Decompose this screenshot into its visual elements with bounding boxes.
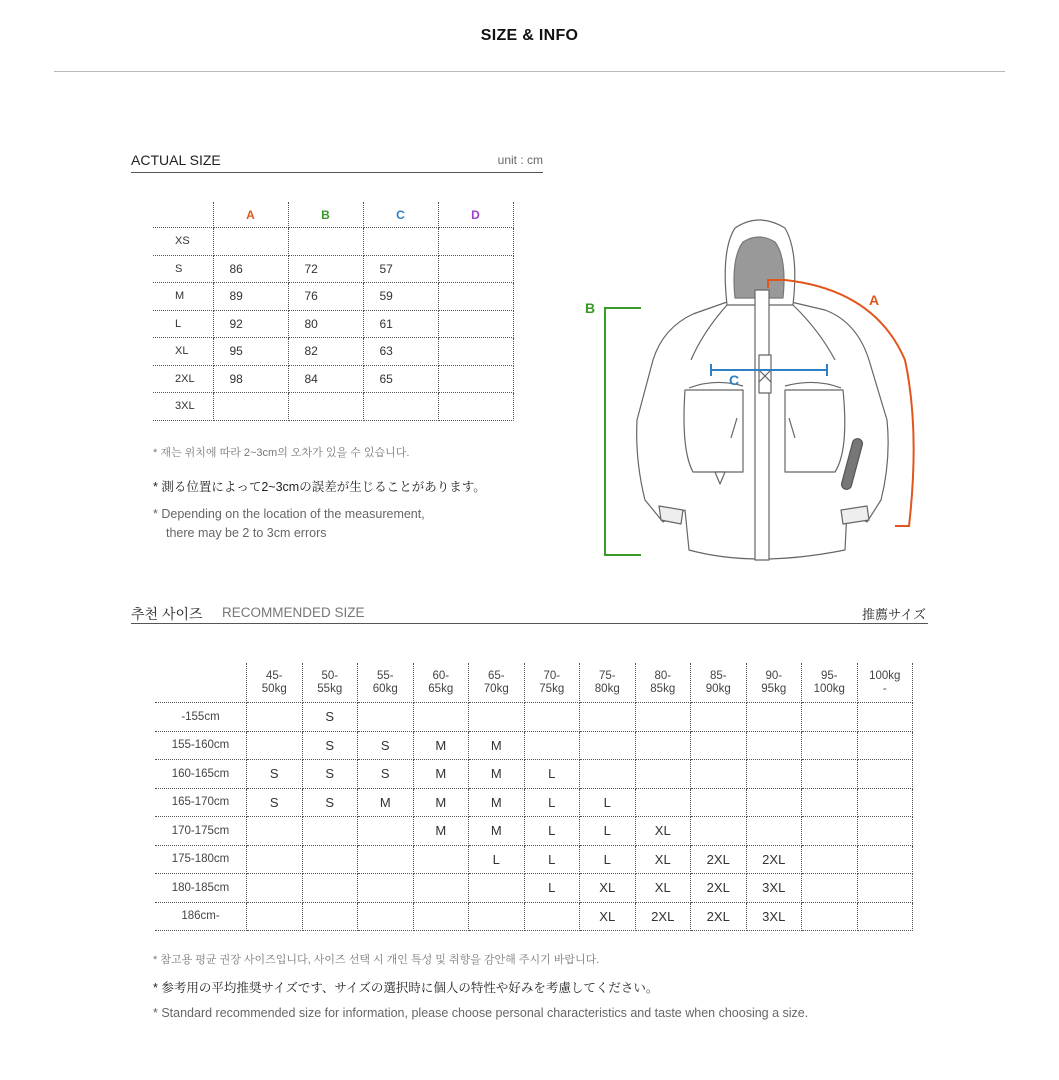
size-cell bbox=[746, 703, 802, 732]
size-cell bbox=[746, 817, 802, 846]
size-cell: 2XL bbox=[691, 845, 747, 874]
measure-cell bbox=[363, 393, 438, 421]
weight-header-line1: 100kg bbox=[869, 669, 901, 682]
recommended-header-row bbox=[155, 663, 913, 703]
size-cell bbox=[802, 817, 858, 846]
weight-header bbox=[802, 663, 858, 703]
weight-header bbox=[469, 663, 525, 703]
weight-header bbox=[302, 663, 358, 703]
measure-cell: 61 bbox=[363, 310, 438, 338]
size-cell bbox=[247, 902, 303, 931]
weight-header bbox=[746, 663, 802, 703]
size-label: 3XL bbox=[153, 393, 213, 421]
size-cell: 2XL bbox=[746, 845, 802, 874]
size-cell: L bbox=[524, 845, 580, 874]
weight-header-line1: 65- bbox=[487, 669, 505, 682]
size-cell: S bbox=[247, 760, 303, 789]
col-header-c: C bbox=[363, 202, 438, 228]
size-cell bbox=[802, 845, 858, 874]
size-cell: M bbox=[469, 731, 525, 760]
size-cell bbox=[469, 902, 525, 931]
table-row bbox=[155, 902, 913, 931]
recommended-note-ko: * 참고용 평균 권장 사이즈입니다, 사이즈 선택 시 개인 특성 및 취향을 감안해 주시기 바랍니다. bbox=[153, 954, 600, 966]
actual-size-header bbox=[131, 152, 543, 173]
size-cell: L bbox=[469, 845, 525, 874]
size-cell: 2XL bbox=[635, 902, 691, 931]
weight-header bbox=[247, 663, 303, 703]
size-cell bbox=[469, 874, 525, 903]
actual-note-en bbox=[153, 505, 425, 543]
size-cell bbox=[691, 760, 747, 789]
table-row bbox=[153, 283, 513, 311]
actual-note-en-line1: * Depending on the location of the measurement, bbox=[153, 507, 425, 521]
size-cell: M bbox=[358, 788, 414, 817]
weight-header-line1: 75- bbox=[598, 669, 616, 682]
hooded-jacket-icon bbox=[575, 210, 935, 580]
weight-header-line1: 70- bbox=[543, 669, 561, 682]
size-label: XL bbox=[153, 338, 213, 366]
size-cell bbox=[802, 703, 858, 732]
diagram-label-b: B bbox=[585, 300, 596, 316]
size-cell bbox=[247, 731, 303, 760]
actual-note-en-line2: there may be 2 to 3cm errors bbox=[166, 526, 327, 540]
table-row bbox=[155, 760, 913, 789]
size-cell bbox=[302, 845, 358, 874]
size-label: S bbox=[153, 255, 213, 283]
measure-cell: 59 bbox=[363, 283, 438, 311]
size-cell bbox=[857, 788, 913, 817]
size-cell: XL bbox=[580, 902, 636, 931]
measure-cell: 89 bbox=[213, 283, 288, 311]
recommended-size-header bbox=[131, 604, 928, 624]
size-cell bbox=[857, 703, 913, 732]
weight-header bbox=[857, 663, 913, 703]
size-cell: S bbox=[302, 703, 358, 732]
size-cell bbox=[857, 845, 913, 874]
size-label: L bbox=[153, 310, 213, 338]
size-cell bbox=[358, 874, 414, 903]
size-cell bbox=[247, 703, 303, 732]
table-row bbox=[155, 817, 913, 846]
corner-cell bbox=[153, 202, 213, 228]
size-cell bbox=[413, 874, 469, 903]
height-label: 170-175cm bbox=[155, 817, 247, 846]
size-cell bbox=[358, 845, 414, 874]
size-cell bbox=[802, 760, 858, 789]
size-cell bbox=[413, 703, 469, 732]
size-cell bbox=[746, 731, 802, 760]
measure-cell: 82 bbox=[288, 338, 363, 366]
size-cell bbox=[857, 760, 913, 789]
size-cell bbox=[746, 788, 802, 817]
weight-header-line1: 55- bbox=[376, 669, 394, 682]
size-cell bbox=[358, 902, 414, 931]
weight-header bbox=[691, 663, 747, 703]
weight-header-line2: 55kg bbox=[317, 682, 343, 695]
col-header-d: D bbox=[438, 202, 513, 228]
size-cell: M bbox=[413, 760, 469, 789]
weight-header-line1: 50- bbox=[321, 669, 339, 682]
size-cell: XL bbox=[635, 817, 691, 846]
table-row bbox=[155, 788, 913, 817]
size-cell bbox=[802, 902, 858, 931]
height-label: 186cm- bbox=[155, 902, 247, 931]
table-row bbox=[153, 310, 513, 338]
table-row bbox=[153, 255, 513, 283]
size-cell: 3XL bbox=[746, 902, 802, 931]
size-cell: L bbox=[580, 845, 636, 874]
size-cell: L bbox=[524, 874, 580, 903]
measure-cell bbox=[363, 228, 438, 256]
measure-cell bbox=[438, 338, 513, 366]
size-cell: 2XL bbox=[691, 874, 747, 903]
height-label: -155cm bbox=[155, 703, 247, 732]
weight-header-line2: 60kg bbox=[372, 682, 398, 695]
size-cell: S bbox=[358, 760, 414, 789]
size-cell bbox=[691, 703, 747, 732]
size-cell bbox=[524, 703, 580, 732]
measure-cell bbox=[213, 228, 288, 256]
recommended-note-ja: * 参考用の平均推奨サイズです、サイズの選択時に個人の特性や好みを考慮してください。 bbox=[153, 981, 659, 995]
size-cell bbox=[247, 874, 303, 903]
size-cell: S bbox=[247, 788, 303, 817]
size-cell bbox=[635, 703, 691, 732]
weight-header-line1: 45- bbox=[265, 669, 283, 682]
size-cell: L bbox=[524, 788, 580, 817]
size-cell bbox=[857, 817, 913, 846]
corner-cell bbox=[155, 663, 247, 703]
size-cell: S bbox=[302, 788, 358, 817]
table-row bbox=[155, 845, 913, 874]
size-cell: 3XL bbox=[746, 874, 802, 903]
size-cell: L bbox=[580, 817, 636, 846]
weight-header bbox=[580, 663, 636, 703]
diagram-label-c: C bbox=[729, 372, 740, 388]
table-row bbox=[153, 365, 513, 393]
measure-cell: 98 bbox=[213, 365, 288, 393]
size-cell bbox=[802, 731, 858, 760]
measure-cell bbox=[288, 393, 363, 421]
weight-header-line2: 75kg bbox=[539, 682, 565, 695]
size-cell: M bbox=[469, 760, 525, 789]
weight-header-line2: 65kg bbox=[428, 682, 454, 695]
size-cell bbox=[635, 760, 691, 789]
size-cell bbox=[247, 845, 303, 874]
actual-size-heading: ACTUAL SIZE bbox=[131, 152, 221, 168]
size-cell: S bbox=[302, 731, 358, 760]
size-cell: L bbox=[524, 817, 580, 846]
height-label: 155-160cm bbox=[155, 731, 247, 760]
size-cell bbox=[857, 874, 913, 903]
size-label: 2XL bbox=[153, 365, 213, 393]
diagram-label-a: A bbox=[869, 292, 880, 308]
table-row bbox=[155, 731, 913, 760]
weight-header-line2: 80kg bbox=[594, 682, 620, 695]
weight-header-line2: 70kg bbox=[483, 682, 509, 695]
height-label: 160-165cm bbox=[155, 760, 247, 789]
size-cell bbox=[691, 731, 747, 760]
measure-cell bbox=[438, 255, 513, 283]
size-cell bbox=[302, 817, 358, 846]
size-cell: S bbox=[358, 731, 414, 760]
size-cell: M bbox=[413, 817, 469, 846]
weight-header bbox=[413, 663, 469, 703]
size-cell bbox=[580, 731, 636, 760]
measure-cell: 80 bbox=[288, 310, 363, 338]
weight-header-line2: 100kg bbox=[813, 682, 845, 695]
size-cell: M bbox=[469, 817, 525, 846]
measure-cell bbox=[438, 228, 513, 256]
measure-cell: 92 bbox=[213, 310, 288, 338]
measure-cell: 65 bbox=[363, 365, 438, 393]
recommended-note-en: * Standard recommended size for information, please choose personal characteristics and taste when choosing a size. bbox=[153, 1006, 809, 1020]
weight-header bbox=[524, 663, 580, 703]
size-cell: L bbox=[524, 760, 580, 789]
size-cell bbox=[413, 902, 469, 931]
weight-header-line2: - bbox=[882, 682, 887, 695]
title-divider bbox=[54, 71, 1005, 72]
measure-cell: 95 bbox=[213, 338, 288, 366]
weight-header bbox=[635, 663, 691, 703]
actual-size-table bbox=[153, 202, 514, 421]
size-cell bbox=[746, 760, 802, 789]
measure-cell bbox=[438, 365, 513, 393]
size-cell bbox=[413, 845, 469, 874]
size-cell bbox=[524, 731, 580, 760]
size-cell: M bbox=[413, 788, 469, 817]
measure-cell: 63 bbox=[363, 338, 438, 366]
actual-size-rows bbox=[153, 228, 513, 421]
weight-header-line2: 85kg bbox=[650, 682, 676, 695]
size-cell: 2XL bbox=[691, 902, 747, 931]
measure-cell bbox=[438, 310, 513, 338]
height-label: 175-180cm bbox=[155, 845, 247, 874]
size-cell bbox=[469, 703, 525, 732]
size-label: M bbox=[153, 283, 213, 311]
page-title: SIZE & INFO bbox=[480, 27, 579, 44]
size-cell: S bbox=[302, 760, 358, 789]
measure-cell: 84 bbox=[288, 365, 363, 393]
size-cell bbox=[691, 817, 747, 846]
size-cell bbox=[580, 760, 636, 789]
table-row bbox=[153, 393, 513, 421]
weight-header-line1: 85- bbox=[709, 669, 727, 682]
measure-cell bbox=[213, 393, 288, 421]
height-label: 180-185cm bbox=[155, 874, 247, 903]
size-cell bbox=[857, 731, 913, 760]
weight-header-line1: 60- bbox=[432, 669, 450, 682]
weight-header bbox=[358, 663, 414, 703]
recommended-size-table bbox=[155, 663, 913, 931]
measure-cell bbox=[288, 228, 363, 256]
size-cell: XL bbox=[580, 874, 636, 903]
size-cell bbox=[358, 703, 414, 732]
unit-label: unit : cm bbox=[497, 153, 543, 167]
measure-cell bbox=[438, 393, 513, 421]
actual-header-row bbox=[153, 202, 513, 228]
weight-header-line2: 95kg bbox=[761, 682, 787, 695]
size-cell bbox=[802, 788, 858, 817]
measure-cell: 72 bbox=[288, 255, 363, 283]
size-cell: M bbox=[469, 788, 525, 817]
size-cell bbox=[580, 703, 636, 732]
actual-note-ko: * 재는 위치에 따라 2~3cm의 오차가 있을 수 있습니다. bbox=[153, 447, 410, 459]
recommended-heading-ja: 推薦サイズ bbox=[862, 607, 926, 622]
weight-header-line1: 80- bbox=[654, 669, 672, 682]
table-row bbox=[155, 703, 913, 732]
size-label: XS bbox=[153, 228, 213, 256]
table-row bbox=[153, 338, 513, 366]
measure-cell: 57 bbox=[363, 255, 438, 283]
recommended-size-rows bbox=[155, 703, 913, 931]
size-cell bbox=[691, 788, 747, 817]
size-cell: M bbox=[413, 731, 469, 760]
measure-cell bbox=[438, 283, 513, 311]
size-cell bbox=[358, 817, 414, 846]
weight-header-line2: 50kg bbox=[261, 682, 287, 695]
size-cell: L bbox=[580, 788, 636, 817]
weight-header-line1: 90- bbox=[765, 669, 783, 682]
col-header-b: B bbox=[288, 202, 363, 228]
measure-cell: 76 bbox=[288, 283, 363, 311]
size-cell bbox=[635, 731, 691, 760]
size-cell: XL bbox=[635, 874, 691, 903]
size-cell: XL bbox=[635, 845, 691, 874]
size-cell bbox=[302, 902, 358, 931]
size-cell bbox=[247, 817, 303, 846]
size-cell bbox=[302, 874, 358, 903]
measure-cell: 86 bbox=[213, 255, 288, 283]
recommended-heading-ko: 추천 사이즈 bbox=[131, 606, 203, 622]
table-row bbox=[153, 228, 513, 256]
size-cell bbox=[802, 874, 858, 903]
size-cell bbox=[524, 902, 580, 931]
col-header-a: A bbox=[213, 202, 288, 228]
actual-note-ja: * 測る位置によって2~3cmの誤差が生じることがあります。 bbox=[153, 480, 486, 494]
recommended-heading-en: RECOMMENDED SIZE bbox=[222, 605, 365, 620]
size-cell bbox=[635, 788, 691, 817]
weight-header-line2: 90kg bbox=[705, 682, 731, 695]
height-label: 165-170cm bbox=[155, 788, 247, 817]
size-cell bbox=[857, 902, 913, 931]
table-row bbox=[155, 874, 913, 903]
weight-header-line1: 95- bbox=[820, 669, 838, 682]
